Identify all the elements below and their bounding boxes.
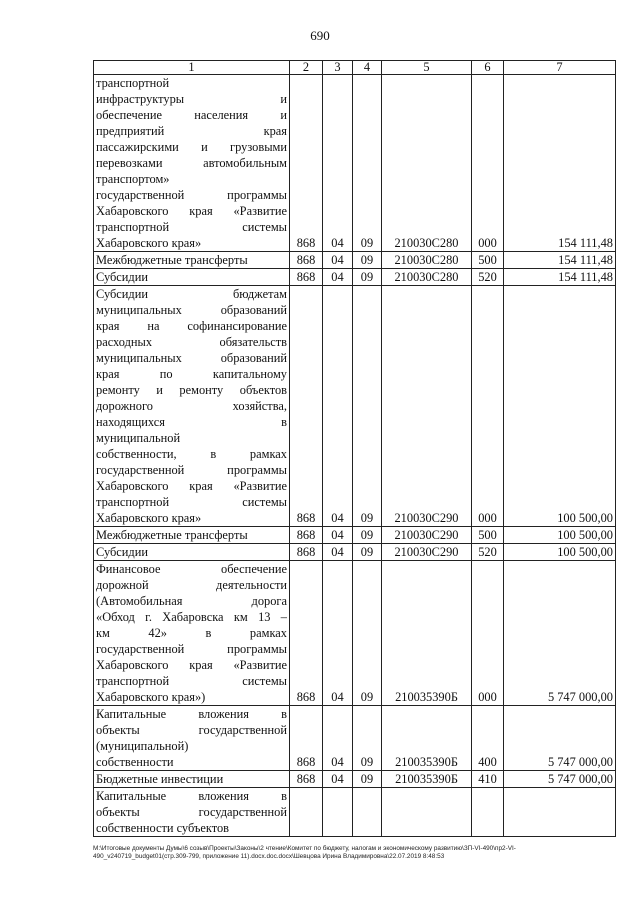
table-header-row (94, 61, 616, 75)
section-code: 04 (323, 706, 353, 771)
amount: 5 747 000,00 (504, 561, 616, 706)
description-line: края по капитальному (96, 367, 287, 381)
description-line: транспортной системы (96, 674, 287, 688)
section-code: 04 (323, 544, 353, 561)
expense-type-code: 400 (472, 706, 504, 771)
amount: 154 111,48 (504, 252, 616, 269)
target-article-code: 210030С280 (382, 269, 472, 286)
ministry-code (290, 788, 323, 837)
table-row (94, 561, 616, 706)
amount: 100 500,00 (504, 527, 616, 544)
description-line: Хабаровского края «Развитие (96, 204, 287, 218)
description-line: Субсидии бюджетам (96, 287, 287, 301)
row-description (94, 771, 290, 788)
ministry-code: 868 (290, 544, 323, 561)
ministry-code: 868 (290, 527, 323, 544)
description-line: (Автомобильная дорога (96, 594, 287, 608)
expense-type-code: 520 (472, 544, 504, 561)
target-article-code: 210030С290 (382, 527, 472, 544)
budget-table (93, 60, 616, 837)
target-article-code (382, 788, 472, 837)
description-line: собственности (96, 755, 174, 769)
table-row (94, 527, 616, 544)
document-path-footer (93, 845, 615, 861)
section-code (323, 788, 353, 837)
target-article-code: 210035390Б (382, 561, 472, 706)
amount: 100 500,00 (504, 544, 616, 561)
description-line: дорожной деятельности (96, 578, 287, 592)
amount: 5 747 000,00 (504, 706, 616, 771)
expense-type-code: 500 (472, 527, 504, 544)
subsection-code (353, 788, 382, 837)
description-line: Субсидии (96, 545, 148, 559)
section-code: 04 (323, 252, 353, 269)
ministry-code: 868 (290, 75, 323, 252)
description-line: Капитальные вложения в (96, 789, 287, 803)
description-line: Межбюджетные трансферты (96, 528, 248, 542)
description-line: объекты государственной (96, 805, 287, 819)
description-line: дорожного хозяйства, (96, 399, 287, 413)
header-col-5: 5 (382, 61, 472, 75)
description-line: Хабаровского края» (96, 236, 202, 250)
target-article-code: 210030С280 (382, 252, 472, 269)
description-line: инфраструктуры и (96, 92, 287, 106)
table-row (94, 788, 616, 837)
description-line: предприятий края (96, 124, 287, 138)
target-article-code: 210035390Б (382, 771, 472, 788)
description-line: собственности субъектов (96, 821, 230, 835)
amount: 100 500,00 (504, 286, 616, 527)
row-description (94, 269, 290, 286)
subsection-code: 09 (353, 269, 382, 286)
description-line: Хабаровского края «Развитие (96, 658, 287, 672)
row-description (94, 527, 290, 544)
amount: 154 111,48 (504, 269, 616, 286)
description-line: перевозками автомобильным (96, 156, 287, 170)
description-line: Хабаровского края» (96, 511, 202, 525)
description-line: Бюджетные инвестиции (96, 772, 224, 786)
header-col-6: 6 (472, 61, 504, 75)
expense-type-code: 410 (472, 771, 504, 788)
description-line: (муниципальной) (96, 739, 189, 753)
section-code: 04 (323, 286, 353, 527)
section-code: 04 (323, 527, 353, 544)
description-line: обеспечение населения и (96, 108, 287, 122)
description-line: пассажирскими и грузовыми (96, 140, 287, 154)
ministry-code: 868 (290, 706, 323, 771)
header-col-4: 4 (353, 61, 382, 75)
description-line: государственной программы (96, 188, 287, 202)
section-code: 04 (323, 561, 353, 706)
target-article-code: 210035390Б (382, 706, 472, 771)
section-code: 04 (323, 771, 353, 788)
description-line: «Обход г. Хабаровска км 13 – (96, 610, 287, 624)
description-line: Хабаровского края») (96, 690, 206, 704)
description-line: транспортом» (96, 172, 170, 186)
description-line: расходных обязательств (96, 335, 287, 349)
table-row (94, 286, 616, 527)
description-line: государственной программы (96, 642, 287, 656)
ministry-code: 868 (290, 286, 323, 527)
description-line: Субсидии (96, 270, 148, 284)
footer-line-2: 490_v240719_budget01(стр.309-799, приложение 11).docx.doc.docx\Шевцова Ирина Владимировна\22.07.2019 8:48:53 (93, 853, 445, 860)
description-line: км 42» в рамках (96, 626, 287, 640)
expense-type-code: 500 (472, 252, 504, 269)
ministry-code: 868 (290, 269, 323, 286)
subsection-code: 09 (353, 286, 382, 527)
description-line: транспортной системы (96, 495, 287, 509)
table-row (94, 544, 616, 561)
row-description (94, 788, 290, 837)
amount (504, 788, 616, 837)
subsection-code: 09 (353, 252, 382, 269)
description-line: муниципальных образований (96, 303, 287, 317)
header-col-3: 3 (323, 61, 353, 75)
expense-type-code: 520 (472, 269, 504, 286)
table-body (94, 75, 616, 837)
amount: 154 111,48 (504, 75, 616, 252)
description-line: транспортной системы (96, 220, 287, 234)
description-line: находящихся в (96, 415, 287, 429)
row-description (94, 544, 290, 561)
header-col-1: 1 (94, 61, 290, 75)
description-line: ремонту и ремонту объектов (96, 383, 287, 397)
row-description (94, 561, 290, 706)
description-line: Финансовое обеспечение (96, 562, 287, 576)
description-line: собственности, в рамках (96, 447, 287, 461)
subsection-code: 09 (353, 561, 382, 706)
description-line: края на софинансирование (96, 319, 287, 333)
subsection-code: 09 (353, 544, 382, 561)
description-line: муниципальных образований (96, 351, 287, 365)
description-line: Межбюджетные трансферты (96, 253, 248, 267)
row-description (94, 252, 290, 269)
header-col-7: 7 (504, 61, 616, 75)
row-description (94, 75, 290, 252)
subsection-code: 09 (353, 706, 382, 771)
description-line: муниципальной (96, 431, 181, 445)
subsection-code: 09 (353, 75, 382, 252)
expense-type-code: 000 (472, 75, 504, 252)
row-description (94, 286, 290, 527)
page-number: 690 (310, 28, 330, 43)
subsection-code: 09 (353, 527, 382, 544)
section-code: 04 (323, 75, 353, 252)
table-row (94, 252, 616, 269)
ministry-code: 868 (290, 771, 323, 788)
table-row (94, 706, 616, 771)
amount: 5 747 000,00 (504, 771, 616, 788)
target-article-code: 210030С290 (382, 544, 472, 561)
table-row (94, 269, 616, 286)
description-line: Капитальные вложения в (96, 707, 287, 721)
section-code: 04 (323, 269, 353, 286)
table-row (94, 771, 616, 788)
table-row (94, 75, 616, 252)
target-article-code: 210030С280 (382, 75, 472, 252)
subsection-code: 09 (353, 771, 382, 788)
description-line: Хабаровского края «Развитие (96, 479, 287, 493)
ministry-code: 868 (290, 252, 323, 269)
description-line: объекты государственной (96, 723, 287, 737)
expense-type-code (472, 788, 504, 837)
ministry-code: 868 (290, 561, 323, 706)
description-line: государственной программы (96, 463, 287, 477)
expense-type-code: 000 (472, 561, 504, 706)
header-col-2: 2 (290, 61, 323, 75)
row-description (94, 706, 290, 771)
expense-type-code: 000 (472, 286, 504, 527)
target-article-code: 210030С290 (382, 286, 472, 527)
footer-line-1: M:\Итоговые документы Думы\6 созыв\Проекты\Законы\2 чтение\Комитет по бюджету, налогам и экономическому развитию\ЗП-VI-490\пр2-VI- (93, 845, 516, 852)
description-line: транспортной (96, 76, 170, 90)
